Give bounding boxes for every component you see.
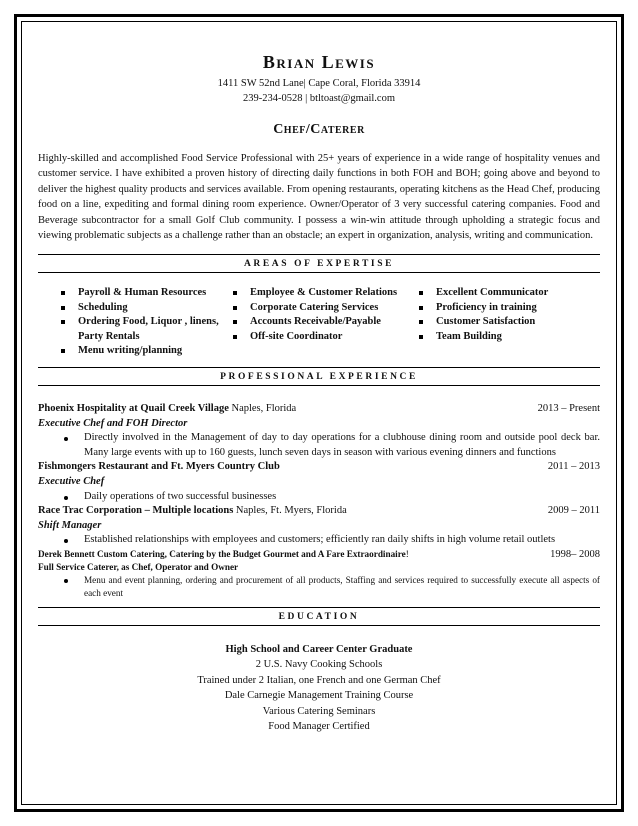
- contact-block: [38, 76, 600, 106]
- job-dates: 2009 – 2011: [547, 505, 600, 517]
- skill-item: Accounts Receivable/Payable: [230, 315, 414, 330]
- skill-item: Proficiency in training: [416, 301, 594, 316]
- job-bullet: Daily operations of two successful businesses: [38, 490, 600, 505]
- education-heading: EDUCATION: [38, 607, 600, 626]
- expertise-column-2: [228, 286, 414, 359]
- resume-content: [38, 22, 600, 735]
- education-item: 2 U.S. Navy Cooking Schools: [255, 659, 383, 671]
- job-employer: Fishmongers Restaurant and Ft. Myers Country Club: [38, 461, 280, 473]
- job-employer: Derek Bennett Custom Catering, Catering by the Budget Gourmet and A Fare Extraordinaire: [38, 548, 406, 559]
- expertise-heading: AREAS OF EXPERTISE: [38, 254, 600, 273]
- job-bullet: Directly involved in the Management of day to day operations for a clubhouse dining room and outside pool deck bar. Many large events with up to 160 guests, lunch seven days in season with various evening dinners and functions: [38, 431, 600, 460]
- job-dates: 2013 – Present: [537, 402, 600, 414]
- skill-item: Employee & Customer Relations: [230, 286, 414, 301]
- skill-item: Menu writing/planning: [58, 344, 228, 359]
- job-entry: [38, 460, 600, 504]
- job-bullet: Menu and event planning, ordering and procurement of all products, Staffing and services required to successfully execute all aspects of each event: [38, 574, 600, 600]
- skill-item: Ordering Food, Liquor , linens, Party Rentals: [58, 315, 228, 344]
- education-item: Dale Carnegie Management Training Course: [224, 690, 414, 702]
- job-entry: [38, 548, 600, 601]
- job-title: Executive Chef: [38, 475, 105, 487]
- job-entry: [38, 504, 600, 548]
- job-location: Naples, Florida: [228, 402, 297, 414]
- job-title: Full Service Caterer, as Chef, Operator and Owner: [38, 562, 239, 573]
- inner-border: [21, 21, 617, 805]
- phone-email: 239-234-0528 | btltoast@gmail.com: [242, 93, 396, 104]
- job-entry: [38, 402, 600, 460]
- skill-item: Corporate Catering Services: [230, 301, 414, 316]
- skill-item: Off-site Coordinator: [230, 330, 414, 345]
- skill-item: Scheduling: [58, 301, 228, 316]
- role-title: Chef/Caterer: [273, 122, 365, 137]
- job-dates: 2011 – 2013: [547, 461, 600, 473]
- job-title: Shift Manager: [38, 519, 102, 531]
- skill-item: Payroll & Human Resources: [58, 286, 228, 301]
- expertise-column-3: [414, 286, 594, 359]
- education-item: Various Catering Seminars: [262, 705, 376, 717]
- experience-heading: PROFESSIONAL EXPERIENCE: [38, 367, 600, 386]
- resume-page: [14, 14, 624, 812]
- job-location: Naples, Ft. Myers, Florida: [233, 505, 347, 517]
- job-title: Executive Chef and FOH Director: [38, 417, 188, 429]
- candidate-name: Brian Lewis: [262, 52, 376, 72]
- job-location: !: [405, 548, 409, 559]
- job-employer: Race Trac Corporation – Multiple locations: [38, 505, 234, 517]
- education-item: Trained under 2 Italian, one French and one German Chef: [197, 674, 441, 686]
- job-dates: 1998– 2008: [550, 548, 600, 560]
- education-item: High School and Career Center Graduate: [225, 643, 413, 655]
- expertise-column-1: [38, 286, 228, 359]
- education-item: Food Manager Certified: [268, 721, 370, 733]
- job-bullet: Established relationships with employees and customers; efficiently ran daily shifts in high volume retail outlets: [38, 533, 600, 548]
- expertise-list: [38, 286, 600, 359]
- address: 1411 SW 52nd Lane| Cape Coral, Florida 33914: [217, 78, 421, 89]
- summary-paragraph: Highly-skilled and accomplished Food Service Professional with 25+ years of experience in a wide range of hospitality venues and customer service. I have exhibited a proven history of directing daily functions in both FOH and BOH; going above and beyond to deliver the highest quality products and services available. From opening restaurants, operating kitchens as the Head Chef, producing food on a line, expediting and formal dining room experience. Owner/Operator of 3 very successful catering companies. Food and Beverage subcontractor for a small Golf Club community. I possess a win-win attitude through upholding a strategic focus and viewing problematic subjects as a challenge rather than an obstacle; an expert in organization, analysis, writing and communication.: [38, 153, 600, 242]
- experience-list: [38, 402, 600, 601]
- job-employer: Phoenix Hospitality at Quail Creek Village: [38, 402, 229, 414]
- skill-item: Customer Satisfaction: [416, 315, 594, 330]
- skill-item: Team Building: [416, 330, 594, 345]
- education-list: [38, 642, 600, 735]
- skill-item: Excellent Communicator: [416, 286, 594, 301]
